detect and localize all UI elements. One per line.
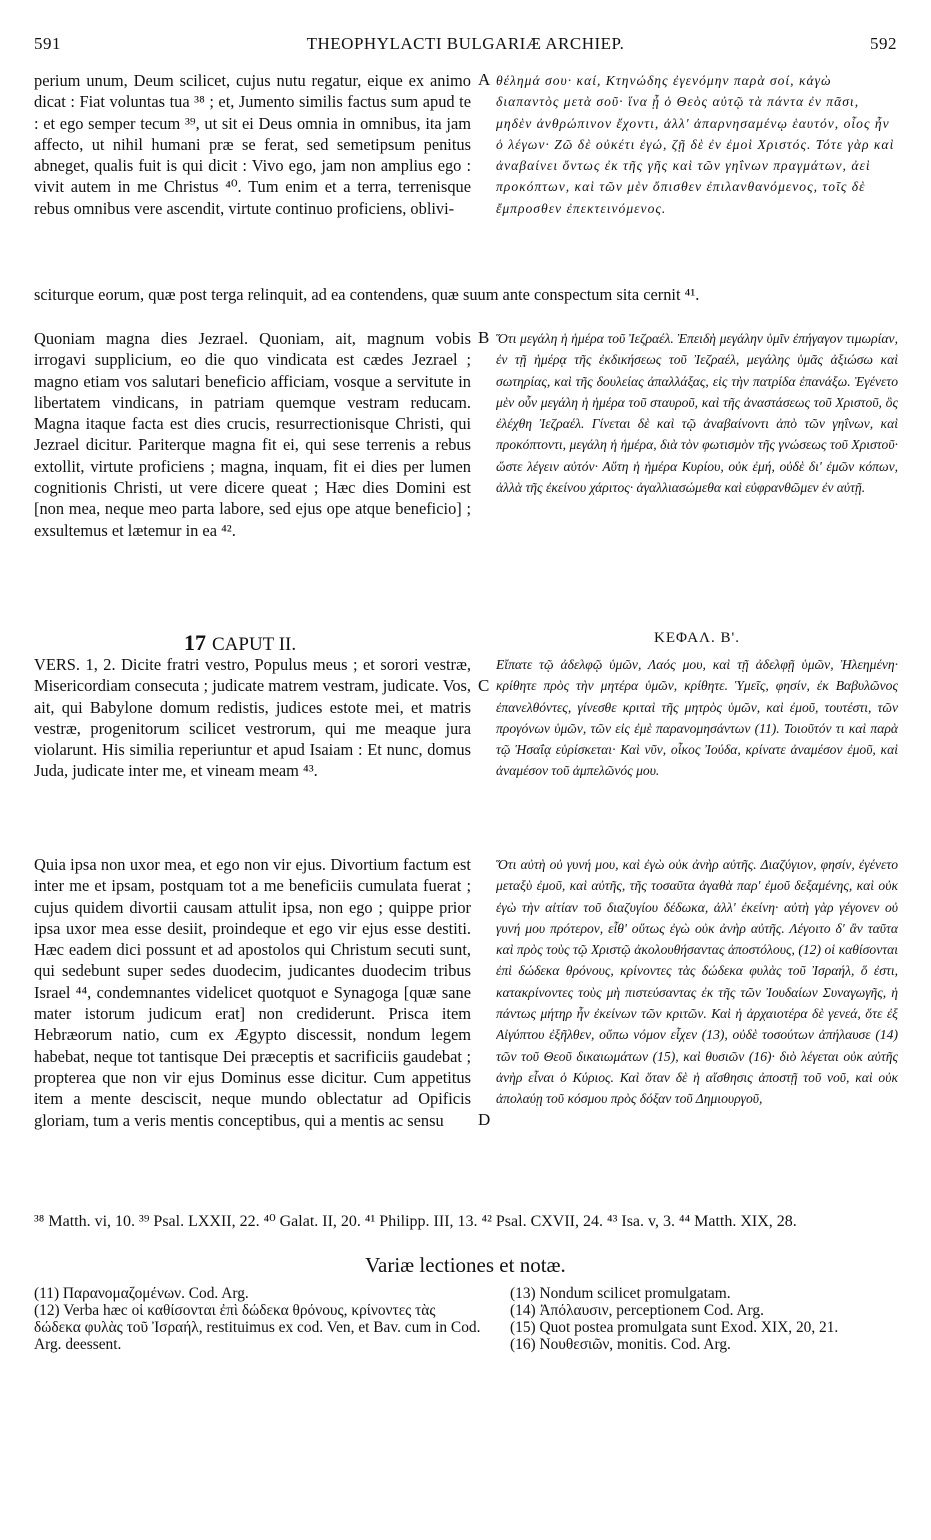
chapter-heading-greek: [496, 626, 898, 654]
chapter-title-greek: ΚΕΦΑΛ. Β'.: [654, 630, 740, 646]
page-number-left: 591: [34, 34, 61, 53]
greek-column-section-3: [496, 654, 898, 850]
greek-text: Ὅτι μεγάλη ἡ ἡμέρα τοῦ Ἰεζραέλ. Ἐπειδὴ μεγάλην ὑμῖν ἐπήγαγον τιμωρίαν, ἐν τῇ ἡμέρᾳ τῆς ἐκδικήσεως τοῦ Ἰεζραέλ, μεγάλης ὑμᾶς ἀξιώσω καὶ σωτηρίας, καὶ τῆς δουλείας ἀπαλλάξας, εἰς τὴν πατρίδα ἐπανάξω. Ἐγένετο μὲν οὖν μεγάλη ἡ ἡμέρα τοῦ σταυροῦ, καὶ τῆς ἀναστάσεως τοῦ Χριστοῦ, ὃς ἐλέχθη Ἰεζραέλ. Γίνεται δὲ καὶ τῷ ἀναβαίνοντι ἀπὸ τῶν γηΐνων, καὶ προκόπτοντι, μεγάλη ἡ ἡμέρα, διὰ τὸν φωτισμὸν τῆς γνώσεως τοῦ Χριστοῦ· ὥστε λέγειν αὐτόν· Αὕτη ἡ ἡμέρα Κυρίου, οὐκ ἐμή, οὐδὲ δι' ἐμῶν κόπων, ἀλλὰ τῆς ἐκείνου χάριτος· ἀγαλλιασώμεθα καὶ εὐφρανθῶμεν ἐν αὐτῇ.: [496, 331, 898, 496]
latin-column-section-3: [34, 654, 471, 850]
latin-text: Quia ipsa non uxor mea, et ego non vir ejus. Divortium factum est inter me et ipsam, postquam tot a me beneficiis cumulata fuerat ; cujus quidem divortii causam attulit ipsa, non ego ; quippe prior ipsa uxor mea esse desiit, proindeque et ego vir ejus esse destiti. Hæc eadem dici possunt et ad apostolos qui Christum secuti sunt, qui sedebunt super sedes duodecim, judicantes duodecim tribus Israel ⁴⁴, condemnantes videlicet quotquot e Synagoga [quæ sane mater istorum judicum erat] non crediderunt. Prisca item Hebræorum natio, cum ex Ægypto discessit, nondum legem habebat, neque tot tantisque Dei præceptis et sacrificiis gaudebat ; propterea que non vir ejus Dominus esse dicitur. Cum appetitus item a mente desciscit, neque mundo oblectatur ad Opificis gloriam, tum a veris mentis conceptibus, qui a mentis ac sensu: [34, 855, 471, 1130]
variant-note: (11) Παρανομαζομένων. Cod. Arg.: [34, 1285, 249, 1302]
variae-lectiones-right: [510, 1285, 902, 1353]
latin-column-section-2: [34, 328, 471, 626]
variant-note: (12) Verba hæc οἱ καθίσονται ἐπὶ δώδεκα θρόνους, κρίνοντες τὰς δώδεκα φυλὰς τοῦ Ἰσραήλ, restituimus ex cod. Ven, et Bav. cum in Cod. Arg. deessent.: [34, 1302, 481, 1353]
full-width-text: [34, 284, 902, 328]
greek-text: θέλημά σου· καί, Κτηνώδης ἐγενόμην παρὰ σοί, κἀγὼ διαπαντὸς μετὰ σοῦ· ἵνα ᾖ ὁ Θεὸς αὐτῷ τὰ πάντα ἐν πᾶσι, μηδὲν ἀνθρώπινον ἔχοντι, ἀλλ' ἀπαρνησαμένῳ ἑαυτόν, οἷος ἦν ὁ λέγων· Ζῶ δὲ οὐκέτι ἐγώ, ζῇ δὲ ἐν ἐμοὶ Χριστός. Τότε γὰρ καὶ ἀναβαίνει ὄντως ἐκ τῆς γῆς καὶ τῶν γηΐνων πραγμάτων, ἀεὶ προκόπτων, καὶ τῶν μὲν ὄπισθεν ἐπιλανθανόμενος, τοῖς δὲ ἔμπροσθεν ἐπεκτεινόμενος.: [496, 73, 895, 216]
variant-note: (15) Quot postea promulgata sunt Exod. XIX, 20, 21.: [510, 1319, 839, 1336]
page-number-right: 592: [870, 34, 897, 53]
variae-lectiones-title: Variæ lectiones et notæ.: [365, 1253, 566, 1277]
greek-column-section-2: [496, 328, 898, 626]
latin-text: perium unum, Deum scilicet, cujus nutu regatur, eique ex animo dicat : Fiat voluntas tua ³⁸ ; et, Jumento similis factus sum apud te : et ego semper tecum ³⁹, ut sit ei Deus omnia in omnibus, ita jam affecto, ut nihil humani præ se ferat, sed semetipsum penitus abneget, qualis fuit is qui dicit : Vivo ego, jam non amplius ego : vivit autem in me Christus ⁴⁰. Tum enim et a terra, terrenisque rebus omnibus vere ascendit, virtute continuo proficiens, oblivi-: [34, 71, 471, 218]
margin-marker-a: A: [478, 70, 491, 89]
greek-column-section-4: [496, 854, 898, 1200]
margin-marker-c: C: [478, 676, 490, 695]
latin-column-section-4: [34, 854, 471, 1200]
variant-note: (16) Νουθεσιῶν, monitis. Cod. Arg.: [510, 1336, 731, 1353]
variant-note: (13) Nondum scilicet promulgatam.: [510, 1285, 731, 1302]
greek-text: Εἴπατε τῷ ἀδελφῷ ὑμῶν, Λαός μου, καὶ τῇ ἀδελφῇ ὑμῶν, Ἠλεημένη· κρίθητε πρὸς τὴν μητέρα ὑμῶν, κρίθητε. Ὑμεῖς, φησίν, ἐκ Βαβυλῶνος ἐπανελθόντες, γίνεσθε κριταὶ τῆς μητρὸς ὑμῶν, καὶ ἐμοῦ, τουτέστι, τῶν προγόνων ὑμῶν, τῶν εἰς ἐμὲ παρανομησάντων (11). Τοιοῦτόν τι καὶ παρὰ τῷ Ἡσαΐᾳ εὑρίσκεται· Καὶ νῦν, οἶκος Ἰούδα, κρίνατε ἀναμέσον ἐμοῦ, καὶ ἀναμέσον τοῦ ἀμπελῶνός μου.: [496, 657, 898, 779]
page-header: [34, 34, 897, 60]
margin-marker-d: D: [478, 1110, 491, 1129]
variae-lectiones-left: [34, 1285, 486, 1353]
latin-text: VERS. 1, 2. Dicite fratri vestro, Populus meus ; et sorori vestræ, Misericordiam consecuta ; judicate matrem vestram, judicate. Vos, ait, qui Babylone domum redistis, judices estote mei, et matris vestræ, progenitorum scilicet vestrorum, qui me meaque jura violarunt. His similia reperiuntur et apud Isaiam : Et nunc, domus Juda, judicate inter me, et vineam meam ⁴³.: [34, 655, 471, 781]
footnotes: ³⁸ Matth. vi, 10. ³⁹ Psal. LXXII, 22. ⁴⁰ Galat. II, 20. ⁴¹ Philipp. III, 13. ⁴² Psal. CXVII, 24. ⁴³ Isa. v, 3. ⁴⁴ Matth. XIX, 28.: [34, 1213, 797, 1230]
margin-marker-b: B: [478, 328, 490, 347]
running-title: THEOPHYLACTI BULGARIÆ ARCHIEP.: [306, 34, 625, 53]
greek-text: Ὅτι αὐτὴ οὐ γυνή μου, καὶ ἐγὼ οὐκ ἀνὴρ αὐτῆς. Διαζύγιον, φησίν, ἐγένετο μεταξὺ ἐμοῦ, καὶ αὐτῆς, τῆς τοσαῦτα ἀγαθὰ παρ' ἐμοῦ δεξαμένης, καὶ οὐκ ἐγὼ τὴν αἰτίαν τοῦ διαζυγίου δέδωκα, ἀλλ' ἐκείνη· αὐτὴ γὰρ γέγονεν οὐ γυνή μου πρότερον, εἶθ' οὕτως ἐγὼ οὐκ ἀνὴρ αὐτῆς. Λέγοιτο δ' ἂν ταῦτα καὶ πρὸς τοὺς τῷ Χριστῷ ἀκολουθήσαντας ἀποστόλους, (12) οἱ καθίσονται ἐπὶ δώδεκα θρόνους, κρίνοντες τὰς δώδεκα φυλὰς τοῦ Ἰσραήλ, ὅ ἐστι, κατακρίνοντες τοὺς μὴ πιστεύσαντας ἐκ τῆς τῶν Ἰουδαίων Συναγωγῆς, ἡ πάντως μήτηρ ἦν ἐκείνων τῶν κριτῶν. Καὶ ἡ ἀρχαιοτέρα δὲ γενεά, ὅτε ἐξ Αἰγύπτου ἐξῆλθεν, οὔπω νόμον εἶχεν (13), οὐδὲ τοσούτων ἀπήλαυσε (14) τῶν τοῦ Θεοῦ δικαιωμάτων (15), καὶ θυσιῶν (16)· διὸ λέγεται οὐκ αὐτῆς ἀνὴρ εἶναι ὁ Κύριος. Καὶ ὅταν δὲ ἡ αἴσθησις ἀποστῇ τοῦ νοῦ, καὶ οὐκ ἀπολαύῃ τοῦ κόσμου πρὸς δόξαν τοῦ Δημιουργοῦ,: [496, 857, 898, 1107]
continuation-text: sciturque eorum, quæ post terga relinquit, ad ea contendens, quæ suum ante conspectum sita cernit ⁴¹.: [34, 285, 700, 304]
variant-note: (14) Ἀπόλαυσιν, perceptionem Cod. Arg.: [510, 1302, 764, 1319]
greek-column-section-1: [496, 70, 898, 284]
chapter-number: 17: [184, 630, 206, 654]
latin-column-section-1: [34, 70, 471, 284]
chapter-heading-latin: [34, 626, 471, 654]
chapter-title-latin: CAPUT II.: [212, 634, 297, 654]
latin-text: Quoniam magna dies Jezrael. Quoniam, ait, magnum vobis irrogavi supplicium, eo die quo vindicata est cædes Jezrael ; magno etiam vos salutari beneficio afficiam, vosque a servitute in libertatem vindicans, in patriam quemque vestram reducam. Magna itaque facta est dies crucis, resurrectionisque Christi, qui Jezrael dicitur. Pariterque magna fit ei, qui sese terrenis a rebus extollit, virtute proficiens ; magna, inquam, fit ei dies per lumen cognitionis Christi, ut vere dicere queat ; Hæc dies Domini est [non mea, neque meo parta labore, sed ejus ope atque beneficio] ; exsultemus et lætemur in ea ⁴².: [34, 329, 471, 540]
